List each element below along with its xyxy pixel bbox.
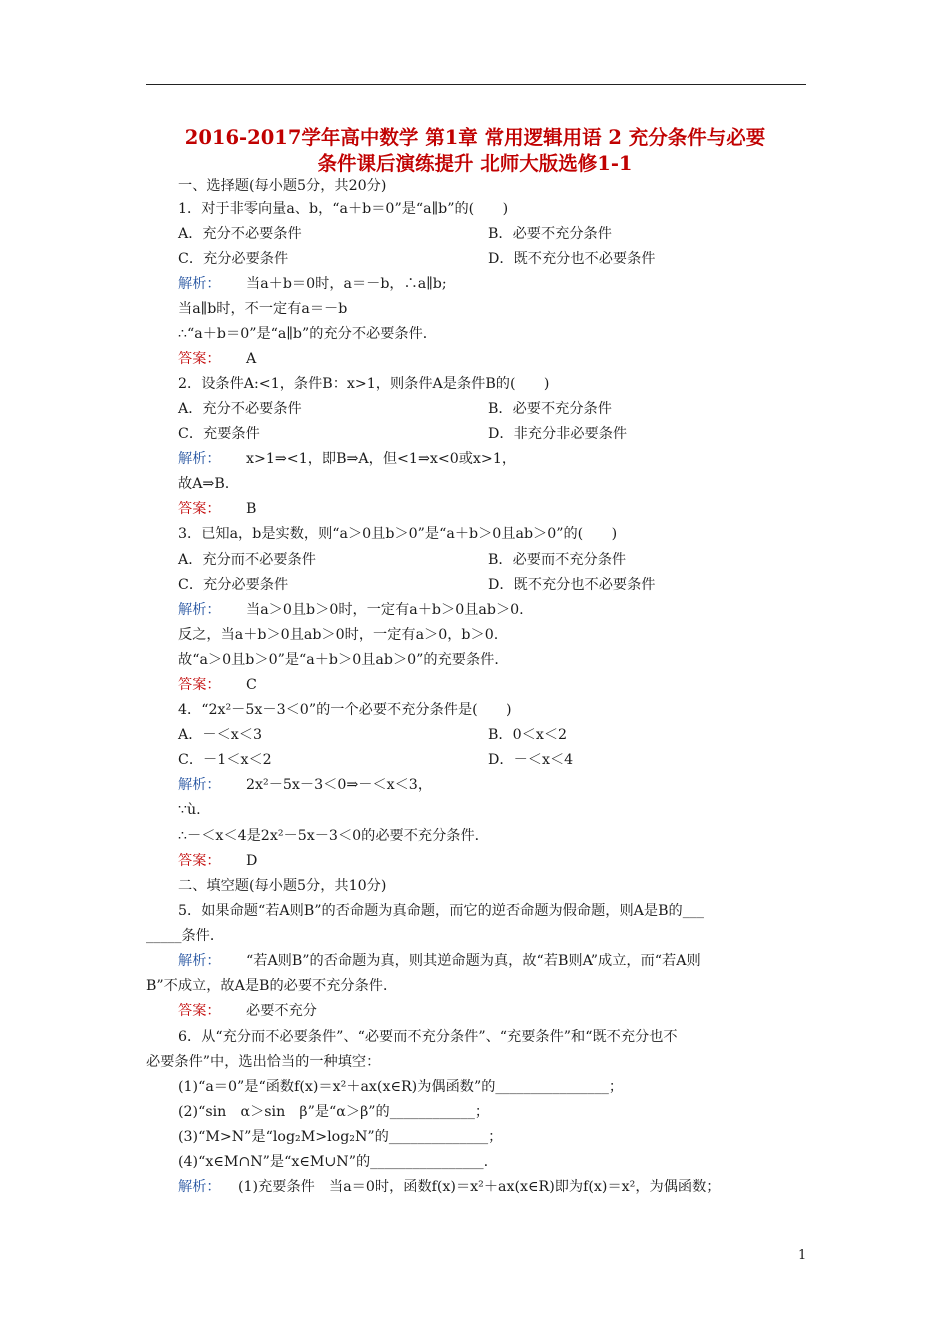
q1-analysis-line2: 当a∥b时，不一定有a＝－b	[178, 301, 348, 317]
q2-option-a: A．充分不必要条件	[178, 401, 302, 417]
q4-option-a: A．－＜x＜3	[178, 727, 263, 743]
q4-analysis-line3: ∴－＜x＜4是2x²－5x－3＜0的必要不充分条件．	[178, 828, 489, 844]
q2-option-c: C．充要条件	[178, 426, 260, 442]
q1-analysis-line3: ∴“a＋b＝0”是“a∥b”的充分不必要条件．	[178, 326, 437, 342]
q2-answer: B	[246, 501, 257, 517]
q1-analysis-line1: 当a＋b＝0时，a＝－b，∴a∥b;	[246, 276, 447, 292]
q4-option-d: D．－＜x＜4	[488, 752, 574, 768]
q6-part2: (2)“sin α＞sin β”是“α＞β”的____________；	[178, 1104, 490, 1120]
q2-answer-label: 答案：	[178, 501, 221, 517]
header-rule	[146, 84, 806, 85]
q1-answer-label: 答案：	[178, 351, 221, 367]
q1-analysis-label: 解析：	[178, 276, 221, 292]
q2-analysis-line1: x>1⇒<1，即B⇒A，但<1⇒x<0或x>1，	[246, 451, 517, 467]
section-heading-fill: 二、填空题(每小题5分，共10分)	[178, 878, 387, 894]
q2-analysis-label: 解析：	[178, 451, 221, 467]
q3-analysis-line2: 反之，当a＋b＞0且ab＞0时，一定有a＞0，b＞0.	[178, 627, 499, 643]
section-heading-choice: 一、选择题(每小题5分，共20分)	[178, 178, 387, 194]
q5-stem-line2: _____条件．	[146, 928, 225, 944]
q2-stem: 2．设条件A:<1，条件B：x>1，则条件A是条件B的( )	[178, 376, 550, 392]
q3-analysis-line1: 当a＞0且b＞0时，一定有a＋b＞0且ab＞0.	[246, 602, 524, 618]
q3-analysis-line3: 故“a＞0且b＞0”是“a＋b＞0且ab＞0”的充要条件．	[178, 652, 509, 668]
q4-answer: D	[246, 853, 258, 869]
q4-option-c: C．－1＜x＜2	[178, 752, 272, 768]
q6-analysis-label: 解析：	[178, 1179, 221, 1195]
q4-option-b: B．0＜x＜2	[488, 727, 568, 743]
page-title-line1: 2016-2017学年高中数学 第1章 常用逻辑用语 2 充分条件与必要	[184, 126, 766, 149]
q4-stem: 4．“2x²－5x－3＜0”的一个必要不充分条件是( )	[178, 702, 512, 718]
q2-option-b: B．必要不充分条件	[488, 401, 612, 417]
q4-analysis-label: 解析：	[178, 777, 221, 793]
q6-part1: (1)“a＝0”是“函数f(x)＝x²＋ax(x∈R)为偶函数”的________________；	[178, 1079, 624, 1095]
q5-stem-line1: 5．如果命题“若A则B”的否命题为真命题，而它的逆否命题为假命题，则A是B的___	[178, 903, 704, 919]
q3-answer-label: 答案：	[178, 677, 221, 693]
q6-part4: (4)“x∈M∩N”是“x∈M∪N”的________________.	[178, 1154, 489, 1170]
q6-analysis-line1: (1)充要条件 当a＝0时，函数f(x)＝x²＋ax(x∈R)即为f(x)＝x²，为偶函数；	[238, 1179, 721, 1195]
q1-option-c: C．充分必要条件	[178, 251, 289, 267]
q3-option-d: D．既不充分也不必要条件	[488, 577, 656, 593]
q6-stem-line2: 必要条件”中，选出恰当的一种填空：	[146, 1054, 381, 1070]
q4-analysis-line2: ∵ù.	[178, 802, 201, 818]
q3-option-c: C．充分必要条件	[178, 577, 289, 593]
q2-analysis-line2: 故A⇒B.	[178, 476, 230, 492]
q3-stem: 3．已知a，b是实数，则“a＞0且b＞0”是“a＋b＞0且ab＞0”的( )	[178, 526, 618, 542]
q6-part3: (3)“M>N”是“log₂M>log₂N”的______________；	[178, 1129, 503, 1145]
page-title-line2: 条件课后演练提升 北师大版选修1-1	[317, 152, 633, 175]
q3-answer: C	[246, 677, 257, 693]
q1-option-a: A．充分不必要条件	[178, 226, 302, 242]
q4-analysis-line1: 2x²－5x－3＜0⇒－＜x＜3，	[246, 777, 433, 793]
q5-answer: 必要不充分	[246, 1003, 317, 1019]
q5-analysis-line1: “若A则B”的否命题为真，则其逆命题为真，故“若B则A”成立，而“若A则	[246, 953, 701, 969]
q5-analysis-label: 解析：	[178, 953, 221, 969]
q1-stem: 1．对于非零向量a、b，“a＋b＝0”是“a∥b”的( )	[178, 201, 509, 217]
q4-answer-label: 答案：	[178, 853, 221, 869]
q6-stem-line1: 6．从“充分而不必要条件”、“必要而不充分条件”、“充要条件”和“既不充分也不	[178, 1029, 678, 1045]
q5-analysis-line2: B”不成立，故A是B的必要不充分条件．	[146, 978, 398, 994]
q1-option-b: B．必要不充分条件	[488, 226, 612, 242]
q3-analysis-label: 解析：	[178, 602, 221, 618]
q3-option-a: A．充分而不必要条件	[178, 552, 316, 568]
q2-option-d: D．非充分非必要条件	[488, 426, 628, 442]
q1-option-d: D．既不充分也不必要条件	[488, 251, 656, 267]
q3-option-b: B．必要而不充分条件	[488, 552, 627, 568]
q5-answer-label: 答案：	[178, 1003, 221, 1019]
q1-answer: A	[246, 351, 257, 367]
page-number: 1	[798, 1248, 807, 1263]
